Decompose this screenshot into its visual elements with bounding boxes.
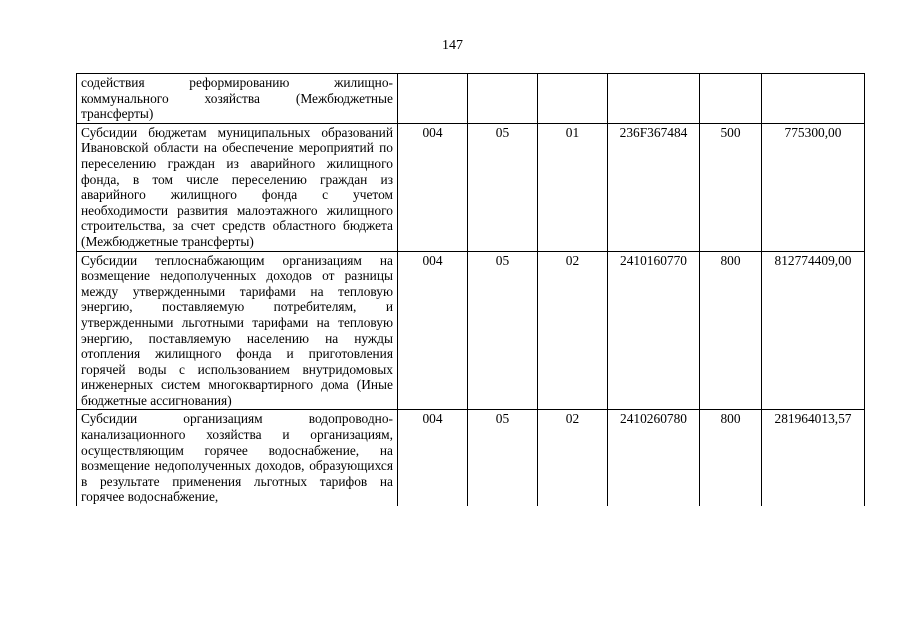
table-row — [77, 123, 865, 251]
section-code: 05 — [468, 410, 538, 506]
expense-type-code: 800 — [700, 251, 762, 410]
target-code: 236F367484 — [608, 123, 700, 251]
ministry-code: 004 — [398, 410, 468, 506]
ministry-code — [398, 74, 468, 124]
expense-type-code: 500 — [700, 123, 762, 251]
page-number: 147 — [442, 38, 463, 53]
amount: 775300,00 — [762, 123, 865, 251]
subsection-code: 01 — [538, 123, 608, 251]
subsection-code: 02 — [538, 251, 608, 410]
table-row — [77, 251, 865, 410]
row-description: Субсидии бюджетам муниципальных образований Ивановской области на обеспечение мероприятий по переселению граждан из аварийного жилищного фонда, в том числе переселению граждан из аварийного жилищного фонда с учетом необходимости развития малоэтажного жилищного строительства, за счет средств областного бюджета (Межбюджетные трансферты) — [77, 123, 398, 251]
budget-table — [76, 73, 865, 506]
expense-type-code — [700, 74, 762, 124]
row-description: Субсидии теплоснабжающим организациям на возмещение недополученных доходов от разницы между утвержденными тарифами на тепловую энергию, поставляемую потребителям, и утвержденными льготными тарифами на тепловую энергию, поставляемую населению на нужды отопления жилищного фонда и приготовления горячей воды с использованием внутридомовых инженерных систем многоквартирного дома (Иные бюджетные ассигнования) — [77, 251, 398, 410]
section-code: 05 — [468, 251, 538, 410]
table-row — [77, 74, 865, 124]
row-description: содействия реформированию жилищно-коммунального хозяйства (Межбюджетные трансферты) — [77, 74, 398, 124]
target-code: 2410260780 — [608, 410, 700, 506]
target-code — [608, 74, 700, 124]
amount — [762, 74, 865, 124]
amount: 812774409,00 — [762, 251, 865, 410]
ministry-code: 004 — [398, 123, 468, 251]
amount: 281964013,57 — [762, 410, 865, 506]
section-code — [468, 74, 538, 124]
ministry-code: 004 — [398, 251, 468, 410]
subsection-code — [538, 74, 608, 124]
subsection-code: 02 — [538, 410, 608, 506]
expense-type-code: 800 — [700, 410, 762, 506]
row-description: Субсидии организациям водопроводно-канализационного хозяйства и организациям, осуществляющим горячее водоснабжение, на возмещение недополученных доходов, образующихся в результате применения льготных тарифов на горячее водоснабжение, — [77, 410, 398, 506]
section-code: 05 — [468, 123, 538, 251]
target-code: 2410160770 — [608, 251, 700, 410]
table-row — [77, 410, 865, 506]
